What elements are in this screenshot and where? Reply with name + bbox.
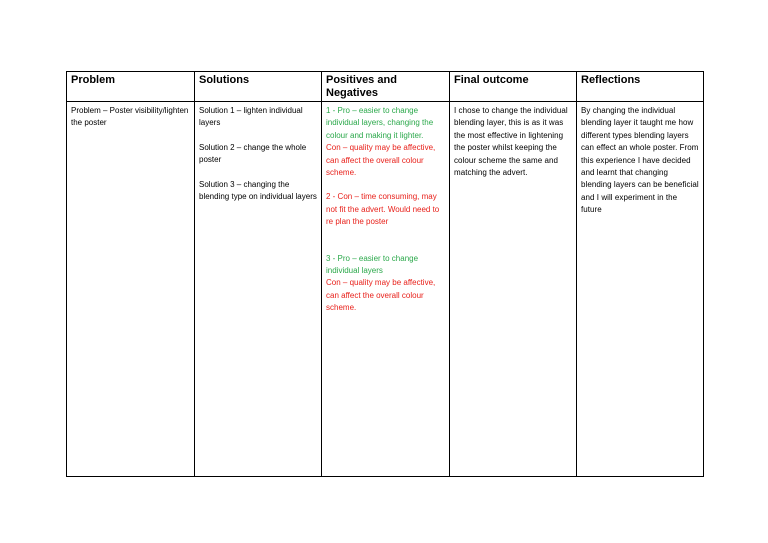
content-row: [67, 102, 704, 477]
problem-text: Problem – Poster visibility/lighten the poster: [71, 106, 189, 128]
header-solutions: Solutions: [195, 72, 322, 102]
final-outcome-text: I chose to change the individual blending layer, this is as it was the most effective in lightening the poster whilst keeping the colour scheme the same and matching the advert.: [454, 106, 568, 178]
solution-3-pro: 3 - Pro – easier to change individual layers: [326, 253, 419, 276]
header-problem: Problem: [67, 72, 195, 102]
solution-2: Solution 2 – change the whole poster: [199, 142, 307, 165]
solution-3: Solution 3 – changing the blending type on individual layers: [199, 179, 317, 202]
solution-2-con: 2 - Con – time consuming, may not fit the advert. Would need to re plan the poster: [326, 192, 440, 227]
solution-1-pro: 1 - Pro – easier to change individual layers, changing the colour and making it lighter.: [326, 106, 434, 140]
final-outcome-cell: [450, 102, 577, 477]
solutions-cell: [195, 102, 322, 477]
reflection-table: [66, 71, 704, 477]
positives-negatives-cell: [322, 102, 450, 477]
solution-3-con: Con – quality may be affective, can affect the overall colour scheme.: [326, 278, 436, 313]
problem-cell: [67, 102, 195, 477]
solution-1-con: Con – quality may be affective, can affect the overall colour scheme.: [326, 143, 436, 178]
reflections-text: By changing the individual blending layer it taught me how different types blending layers can effect an whole poster. From this experience I have decided and learnt that changing blending layers can be beneficial and I will experiment in the future: [581, 106, 699, 215]
header-row: [67, 72, 704, 102]
header-final-outcome: Final outcome: [450, 72, 577, 102]
reflections-cell: [577, 102, 704, 477]
header-positives-negatives: Positives and Negatives: [322, 72, 450, 102]
solution-1: Solution 1 – lighten individual layers: [199, 106, 303, 128]
header-reflections: Reflections: [577, 72, 704, 102]
